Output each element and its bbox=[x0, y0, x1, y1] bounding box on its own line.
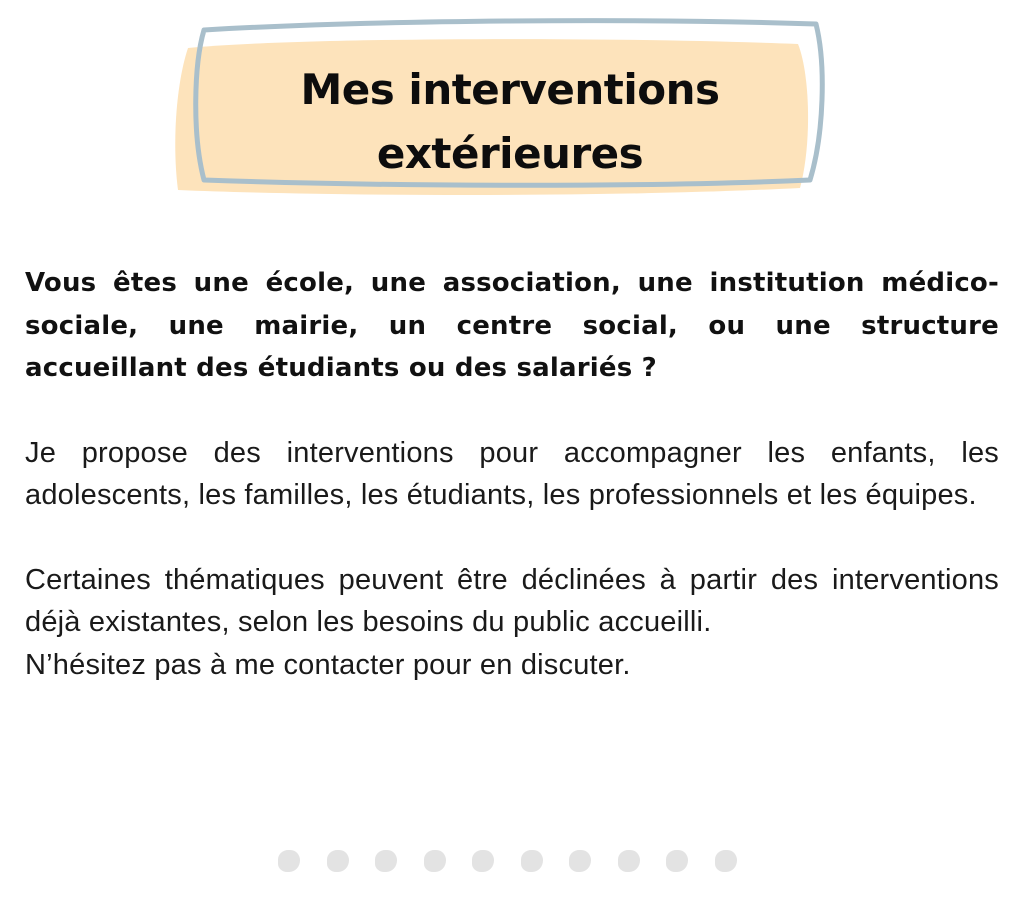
pagination-dot bbox=[569, 850, 591, 872]
pagination-dot bbox=[715, 850, 737, 872]
title-banner bbox=[170, 14, 830, 204]
pagination-dot bbox=[327, 850, 349, 872]
pagination-dot bbox=[424, 850, 446, 872]
offer-paragraph: Je propose des interventions pour accompagner les enfants, les adolescents, les familles, les étudiants, les professionnels et les équipes. bbox=[25, 436, 999, 511]
pagination-dot bbox=[472, 850, 494, 872]
pagination-dots bbox=[278, 850, 758, 880]
page-title bbox=[210, 58, 810, 186]
pagination-dot bbox=[666, 850, 688, 872]
intro-paragraph: Vous êtes une école, une association, une institution médico-sociale, une mairie, un centre social, ou une structure accueillant des étudiants ou des salariés ? bbox=[25, 268, 999, 383]
page-title-line-1: Mes interventions bbox=[300, 65, 720, 114]
main-content bbox=[25, 262, 999, 686]
pagination-dot bbox=[375, 850, 397, 872]
pagination-dot bbox=[618, 850, 640, 872]
pagination-dot bbox=[521, 850, 543, 872]
page-title-line-2: extérieures bbox=[376, 129, 644, 178]
themes-paragraph: Certaines thématiques peuvent être déclinées à partir des interventions déjà existantes, selon les besoins du public accueilli. bbox=[25, 563, 999, 638]
contact-paragraph: N’hésitez pas à me contacter pour en discuter. bbox=[25, 648, 631, 681]
pagination-dot bbox=[278, 850, 300, 872]
